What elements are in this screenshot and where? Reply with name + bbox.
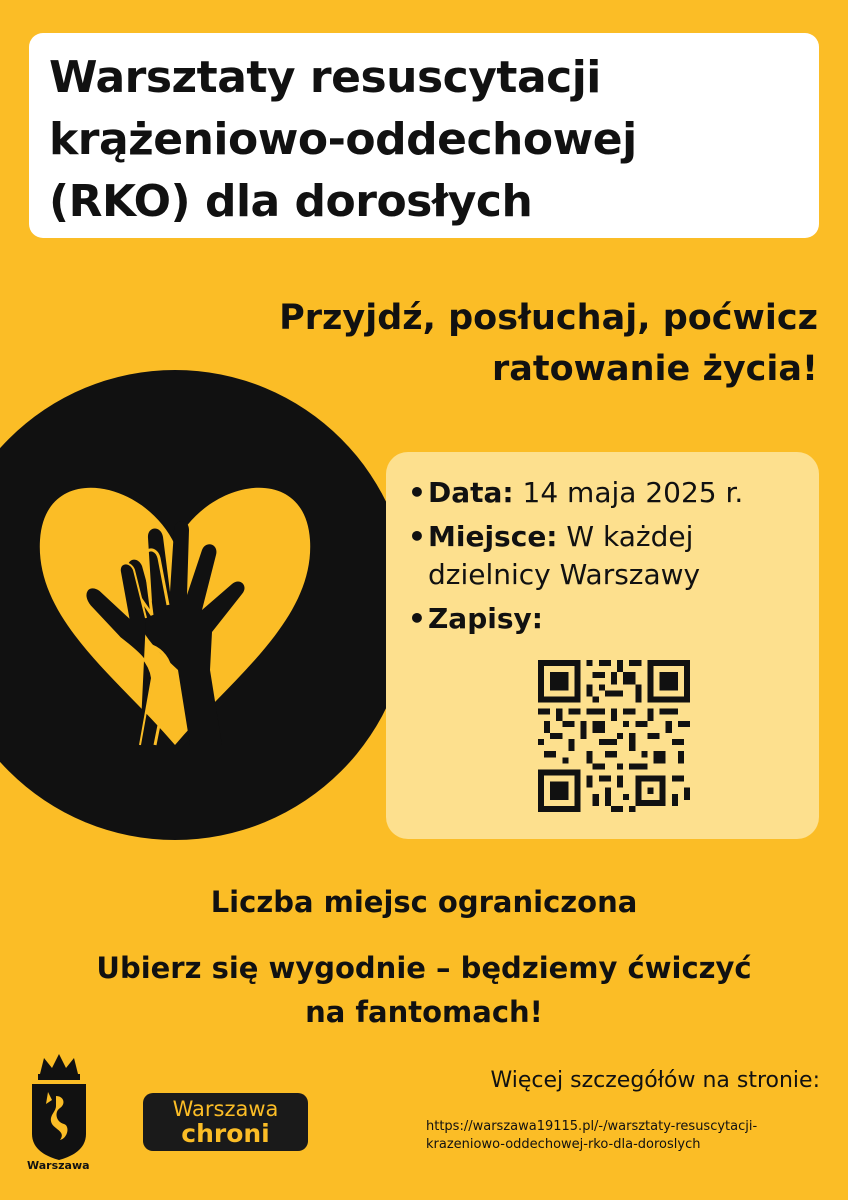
place-line-2	[428, 556, 819, 594]
place-line	[408, 518, 819, 556]
date-label: Data:	[428, 476, 514, 509]
title-line-3: (RKO) dla dorosłych	[49, 176, 533, 227]
dress-line-2: na fantomach!	[305, 995, 543, 1029]
bullet: •	[408, 520, 426, 553]
bullet: •	[408, 476, 426, 509]
crest-label: Warszawa	[27, 1159, 90, 1172]
warsaw-crest-icon	[26, 1052, 92, 1172]
date-line	[408, 474, 819, 512]
title-box	[29, 33, 819, 238]
more-info-link[interactable]	[426, 1118, 826, 1154]
limited-text: Liczba miejsc ograniczona	[210, 885, 638, 919]
place-value-1: W każdej	[566, 520, 694, 553]
dress-notice	[0, 946, 848, 1034]
more-info-title: Więcej szczegółów na stronie:	[490, 1068, 820, 1093]
badge-line-2: chroni	[181, 1119, 270, 1148]
signup-label: Zapisy:	[428, 602, 543, 635]
info-box	[386, 452, 819, 839]
tagline-line-1: Przyjdź, posłuchaj, poćwicz	[279, 298, 818, 338]
title-line-1: Warsztaty resuscytacji	[49, 52, 601, 103]
tagline-line-2: ratowanie życia!	[492, 349, 818, 389]
qr-code-icon[interactable]	[538, 660, 690, 812]
url-line-2[interactable]: krazeniowo-oddechowej-rko-dla-doroslych	[426, 1137, 701, 1152]
badge-line-1: Warszawa	[172, 1097, 279, 1121]
title-line-2: krążeniowo-oddechowej	[49, 114, 637, 165]
place-value-2: dzielnicy Warszawy	[428, 558, 701, 591]
dress-line-1: Ubierz się wygodnie – będziemy ćwiczyć	[96, 951, 752, 985]
limited-notice	[0, 880, 848, 924]
date-value: 14 maja 2025 r.	[522, 476, 744, 509]
signup-line	[408, 600, 819, 638]
warszawa-chroni-logo	[143, 1093, 308, 1151]
url-line-1[interactable]: https://warszawa19115.pl/-/warsztaty-resuscytacji-	[426, 1119, 758, 1134]
place-label: Miejsce:	[428, 520, 558, 553]
heart-hands-icon	[0, 370, 410, 840]
bullet: •	[408, 602, 426, 635]
